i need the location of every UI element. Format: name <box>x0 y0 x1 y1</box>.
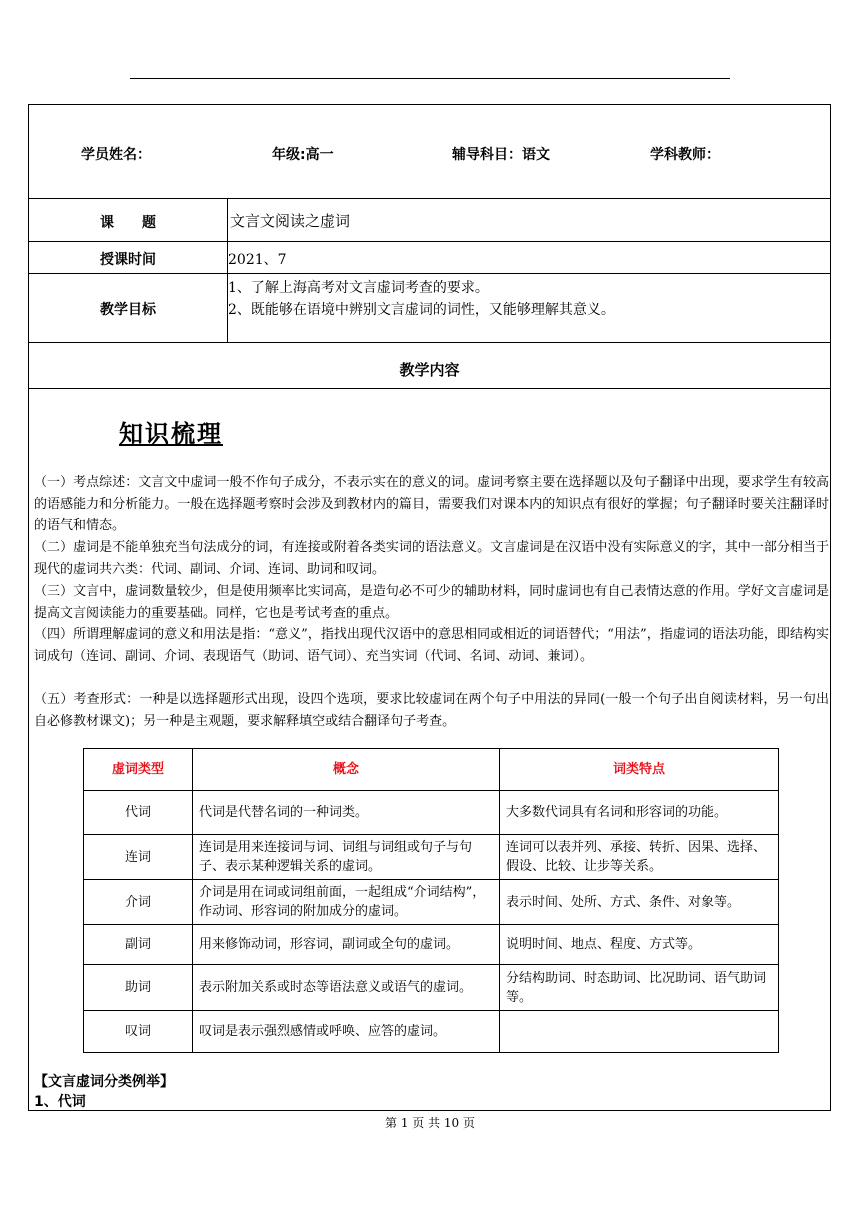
lesson-form <box>28 104 831 1111</box>
table-cell: 用来修饰动词，形容词，副词或全句的虚词。 <box>193 925 500 965</box>
paragraph-5: （五）考查形式：一种是以选择题形式出现，设四个选项，要求比较虚词在两个句子中用法的异同(一般一个句子出自阅读材料，另一句出自必修教材课文)；另一种是主观题，要求解释填空或结合翻译句子考查。 <box>34 692 829 729</box>
table-cell: 介词是用在词或词组前面，一起组成“介词结构”，作动词、形容词的附加成分的虚词。 <box>193 880 500 925</box>
time-value: 2021、7 <box>228 252 287 268</box>
first-item: 1、代词 <box>34 1094 86 1110</box>
table-cell: 说明时间、地点、程度、方式等。 <box>500 925 779 965</box>
time-label: 授课时间 <box>100 252 156 268</box>
grade-label: 年级:高一 <box>272 147 334 163</box>
table-row <box>84 791 779 835</box>
table-cell: 叹词 <box>84 1011 193 1053</box>
table-cell: 大多数代词具有名词和形容词的功能。 <box>500 791 779 835</box>
table-row <box>84 1011 779 1053</box>
examples-title: 【文言虚词分类例举】 <box>34 1074 174 1090</box>
paragraph-2: （二）虚词是不能单独充当句法成分的词，有连接或附着各类实词的语法意义。文言虚词是在汉语中没有实际意义的字，其中一部分相当于现代的虚词共六类：代词、副词、介词、连词、助词和叹词。 <box>34 540 829 577</box>
table-header-row <box>84 749 779 791</box>
table-cell: 连词可以表并列、承接、转折、因果、选择、假设、比较、让步等关系。 <box>500 835 779 880</box>
row-divider <box>29 273 830 274</box>
content-title: 教学内容 <box>399 361 460 379</box>
topic-label: 课 题 <box>100 215 156 231</box>
paragraph-4: （四）所谓理解虚词的意义和用法是指：“意义”，指找出现代汉语中的意思相同或相近的词语替代；“用法”，指虚词的语法功能，即结构实词成句（连词、副词、介词、表现语气（助词、语气词）、充当实词（代词、名词、动词、兼词）。 <box>34 627 829 664</box>
table-cell: 分结构助词、时态助词、比况助词、语气助词等。 <box>500 965 779 1011</box>
topic-value: 文言文阅读之虚词 <box>230 212 351 230</box>
table-row <box>84 925 779 965</box>
row-divider <box>29 388 830 389</box>
table-cell: 助词 <box>84 965 193 1011</box>
table-cell: 连词 <box>84 835 193 880</box>
paragraph-3: （三）文言中，虚词数量较少，但是使用频率比实词高，是造句必不可少的辅助材料，同时虚词也有自己表情达意的作用。学好文言虚词是提高文言阅读能力的重要基础。同样，它也是考试考查的重点。 <box>34 584 829 621</box>
row-divider <box>29 198 830 199</box>
table-cell: 代词 <box>84 791 193 835</box>
header-cell: 概念 <box>193 749 500 791</box>
table-row <box>84 880 779 925</box>
table-row <box>84 835 779 880</box>
table-cell: 介词 <box>84 880 193 925</box>
table-cell: 表示附加关系或时态等语法意义或语气的虚词。 <box>193 965 500 1011</box>
goal-line-1: 1、了解上海高考对文言虚词考查的要求。 <box>228 280 489 296</box>
table-cell: 连词是用来连接词与词、词组与词组或句子与句子、表示某种逻辑关系的虚词。 <box>193 835 500 880</box>
table-cell <box>500 1011 779 1053</box>
goal-label: 教学目标 <box>100 302 156 318</box>
row-divider <box>29 342 830 343</box>
table-cell: 表示时间、处所、方式、条件、对象等。 <box>500 880 779 925</box>
goal-line-2: 2、既能够在语境中辨别文言虚词的词性，又能够理解其意义。 <box>228 302 615 318</box>
header-rule <box>130 78 730 79</box>
row-divider <box>29 241 830 242</box>
knowledge-title: 知识梳理 <box>119 419 223 448</box>
student-name-label: 学员姓名： <box>81 147 151 163</box>
table-cell: 副词 <box>84 925 193 965</box>
table-cell: 叹词是表示强烈感情或呼唤、应答的虚词。 <box>193 1011 500 1053</box>
subject-label: 辅导科目：语文 <box>452 147 550 163</box>
column-divider <box>227 198 228 342</box>
table-row <box>84 965 779 1011</box>
table-cell: 代词是代替名词的一种词类。 <box>193 791 500 835</box>
teacher-label: 学科教师： <box>650 147 720 163</box>
function-word-table <box>83 748 779 1053</box>
paragraph-1: （一）考点综述：文言文中虚词一般不作句子成分，不表示实在的意义的词。虚词考察主要在选择题以及句子翻译中出现，要求学生有较高的语感能力和分析能力。一般在选择题考察时会涉及到教材内的篇目，需要我们对课本内的知识点有很好的掌握；句子翻译时要关注翻译时的语气和情态。 <box>34 475 829 534</box>
header-cell: 虚词类型 <box>84 749 193 791</box>
page-footer: 第 1 页 共 10 页 <box>385 1116 475 1130</box>
header-cell: 词类特点 <box>500 749 779 791</box>
